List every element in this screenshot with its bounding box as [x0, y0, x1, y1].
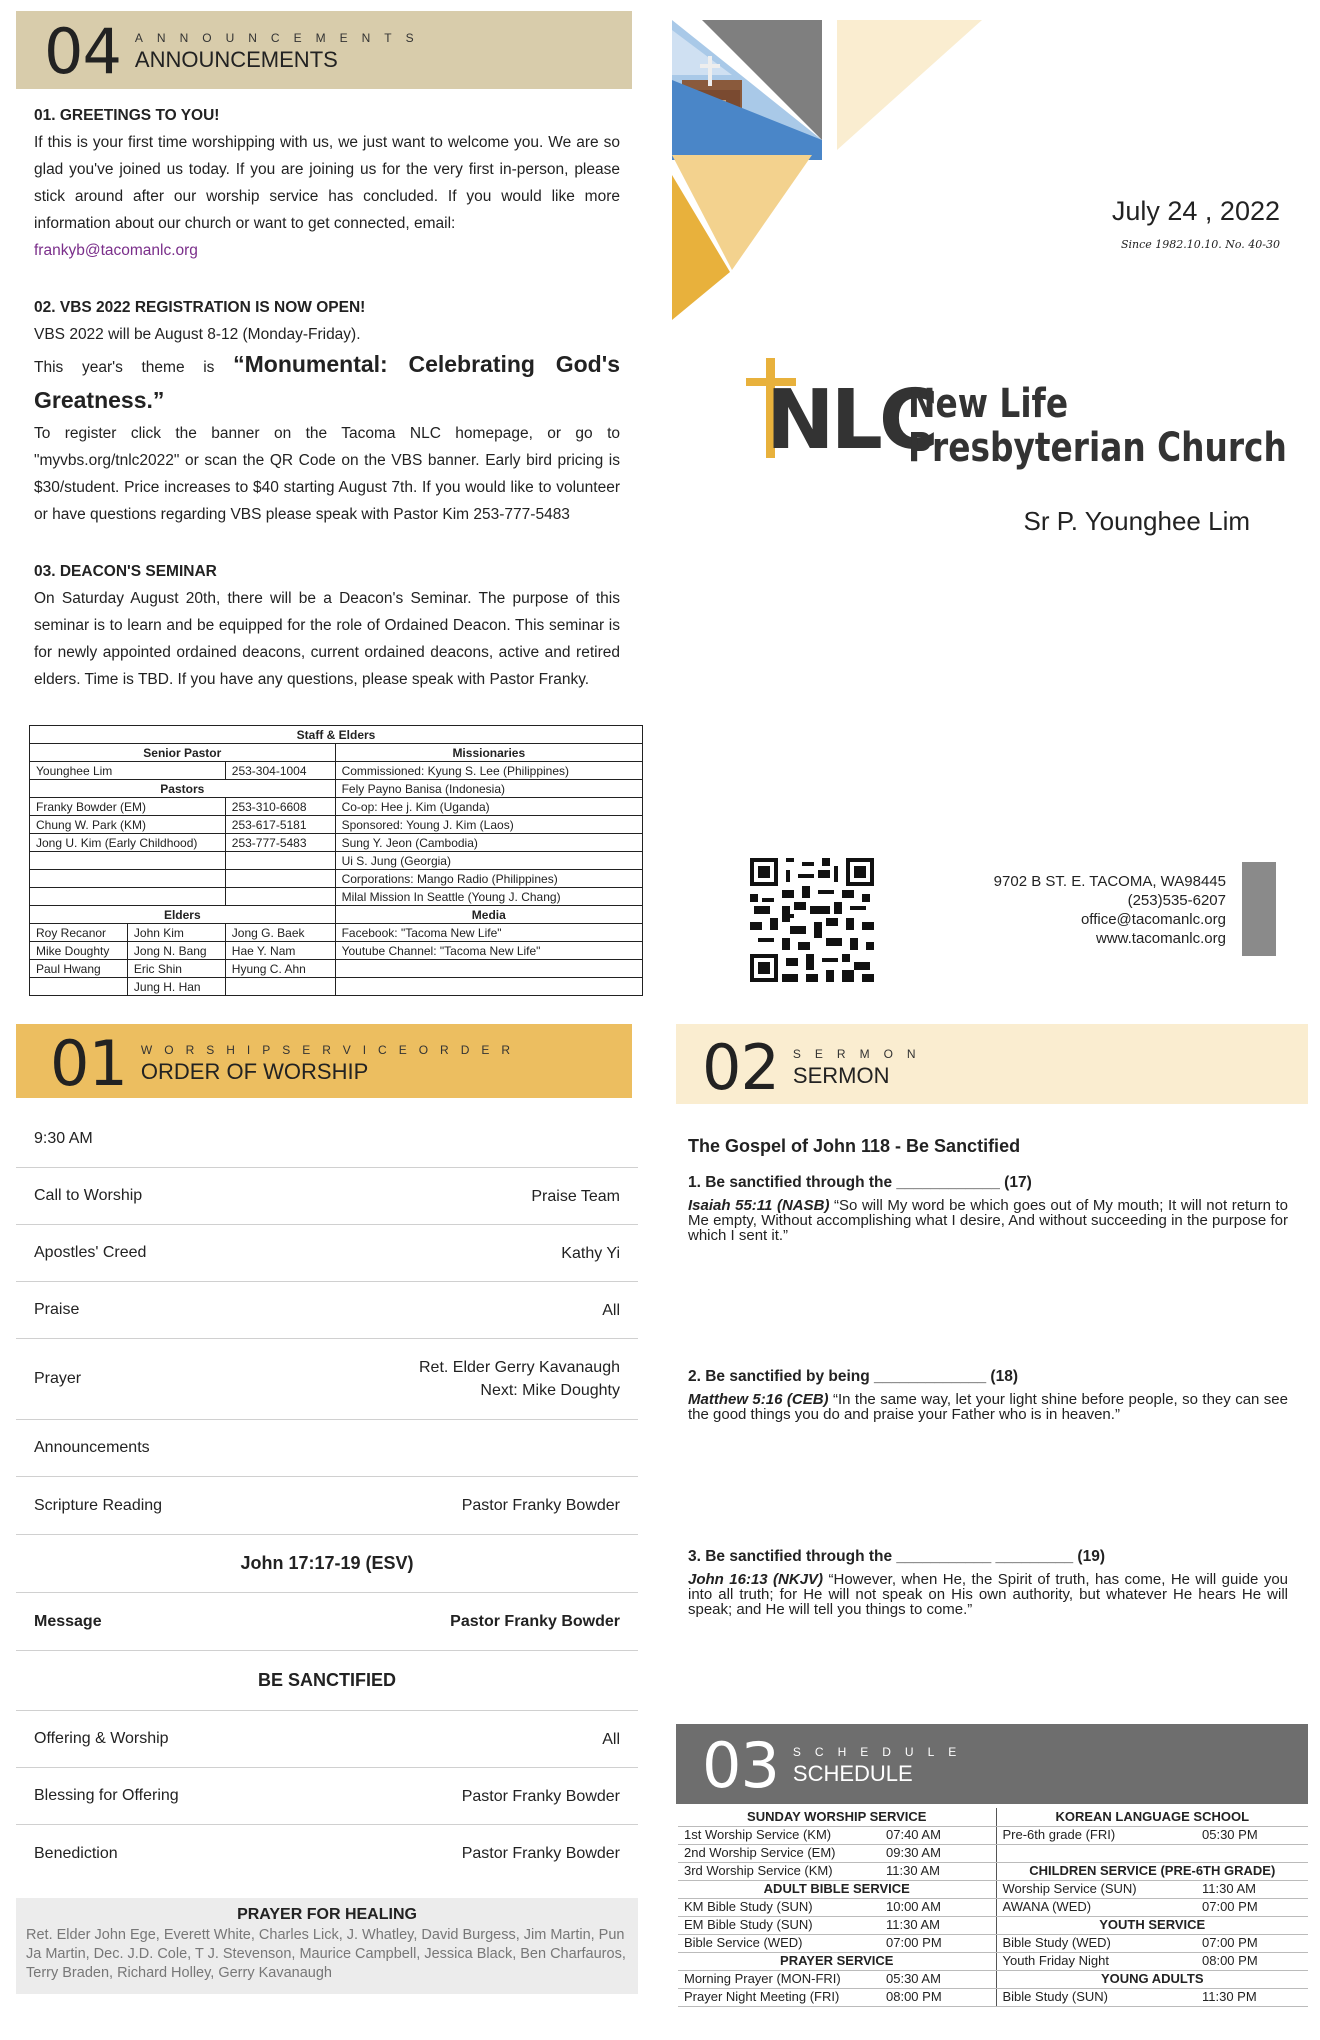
announcement-heading: 01. GREETINGS TO YOU!: [34, 107, 220, 124]
healing-names: Ret. Elder John Ege, Everett White, Charles Lick, J. Whatley, David Burgess, Jim Martin, Pun Ja Martin, Dec. J.D. Cole, T J. Stevenson, Maurice Campbell, Jessica Black, Ben Charfauros, Terry Braden, Richard Holley, Gerry Kavanaugh: [26, 1927, 626, 1981]
worship-item: Benediction Pastor Franky Bowder: [34, 1844, 620, 1862]
vbs-theme: “Monumental: Celebrating God's Greatness.”: [34, 351, 620, 413]
section-title: ORDER OF WORSHIP: [140, 1059, 369, 1084]
logo-monogram: NLC: [766, 373, 936, 468]
sermon-point: 1. Be sanctified through the ____________ (17) Isaiah 55:11 (NASB) “So will My word be which goes out of My mouth; It will not return to Me empty, Without accomplishing what I desire, And without succeeding in the purpose for which I sent it.”: [688, 1174, 1289, 1244]
staff-phone: 253-617-5181: [225, 816, 335, 834]
elder-name: Hyung C. Ahn: [225, 960, 335, 978]
schedule-name: Morning Prayer (MON-FRI): [678, 1970, 880, 1988]
missionary: Corporations: Mango Radio (Philippines): [335, 870, 642, 888]
church-website[interactable]: www.tacomanlc.org: [1095, 930, 1226, 947]
schedule-name: [996, 1844, 1196, 1862]
sermon-heading: The Gospel of John 118 - Be Sanctified: [688, 1136, 1021, 1156]
section-title: SCHEDULE: [792, 1761, 913, 1786]
section-spaced-label: WORSHIPSERVICEORDER: [140, 1043, 523, 1057]
qr-code: [750, 858, 874, 982]
schedule-time: 11:30 PM: [1196, 1988, 1308, 2006]
staff-phone: 253-310-6608: [225, 798, 335, 816]
scripture-reference: John 17:17-19 (ESV): [16, 1535, 638, 1593]
healing-title: PRAYER FOR HEALING: [237, 1906, 417, 1923]
schedule-time: 10:00 AM: [880, 1898, 996, 1916]
staff-name: Chung W. Park (KM): [30, 816, 226, 834]
staff-col-head: Elders: [30, 906, 336, 924]
announcements-body: [34, 102, 620, 693]
section-number: 03: [702, 1729, 779, 1802]
worship-item: Announcements: [16, 1420, 638, 1477]
senior-pastor-name: Sr P. Younghee Lim: [1023, 506, 1250, 536]
elder-name: Mike Doughty: [30, 942, 128, 960]
worship-item: Praise All: [16, 1282, 638, 1339]
schedule-time: 11:30 AM: [880, 1862, 996, 1880]
missionary: Milal Mission In Seattle (Young J. Chang): [335, 888, 642, 906]
schedule-time: 05:30 AM: [880, 1970, 996, 1988]
schedule-time: 07:40 AM: [880, 1826, 996, 1844]
staff-col-head: Missionaries: [335, 744, 642, 762]
announcements-header: [44, 15, 428, 88]
schedule-name: KM Bible Study (SUN): [678, 1898, 880, 1916]
staff-name: Younghee Lim: [30, 762, 226, 780]
staff-elders-table: [29, 725, 643, 996]
staff-col-head: Media: [335, 906, 642, 924]
section-title: ANNOUNCEMENTS: [134, 47, 338, 72]
missionary: Co-op: Hee j. Kim (Uganda): [335, 798, 642, 816]
contact-block: [920, 872, 1226, 948]
worship-item: Prayer Ret. Elder Gerry Kavanaugh Next: Mike Doughty: [16, 1339, 638, 1420]
schedule-group-head: PRAYER SERVICE: [678, 1952, 996, 1970]
elder-name: Eric Shin: [127, 960, 225, 978]
schedule-time: 05:30 PM: [1196, 1826, 1308, 1844]
missionary: Ui S. Jung (Georgia): [335, 852, 642, 870]
section-spaced-label: SCHEDULE: [792, 1745, 971, 1759]
missionary: Fely Payno Banisa (Indonesia): [335, 780, 642, 798]
schedule-time: [1196, 1844, 1308, 1862]
schedule-name: 2nd Worship Service (EM): [678, 1844, 880, 1862]
missionary: Sung Y. Jeon (Cambodia): [335, 834, 642, 852]
staff-phone: 253-777-5483: [225, 834, 335, 852]
cover-graphic: [672, 20, 992, 320]
staff-name: Jong U. Kim (Early Childhood): [30, 834, 226, 852]
schedule-name: Bible Study (WED): [996, 1934, 1196, 1952]
staff-col-head: Senior Pastor: [30, 744, 336, 762]
bulletin-date: July 24 , 2022: [1111, 196, 1280, 226]
schedule-header: [702, 1729, 971, 1802]
schedule-group-head: CHILDREN SERVICE (PRE-6TH GRADE): [996, 1862, 1308, 1880]
church-name-line2: Presbyterian Church: [908, 425, 1287, 471]
worship-header: [50, 1027, 523, 1100]
worship-item: Offering & Worship All: [16, 1711, 638, 1768]
schedule-group-head: SUNDAY WORSHIP SERVICE: [678, 1808, 996, 1826]
schedule-time: 07:00 PM: [880, 1934, 996, 1952]
announcement-text: If this is your first time worshipping with us, we just want to welcome you. We are so glad you've joined us today. If you are joining us for the very first in-person, please stick around after our worship service has concluded. If you would like more information about our church or want to get connected, email:: [34, 134, 620, 232]
announcement-theme-line: This year's theme is “Monumental: Celebrating God's Greatness.”: [34, 351, 620, 413]
schedule-name: Bible Study (SUN): [996, 1988, 1196, 2006]
verse-reference: John 16:13 (NKJV): [688, 1571, 824, 1588]
worship-item: Message Pastor Franky Bowder: [16, 1593, 638, 1651]
missionary: Sponsored: Young J. Kim (Laos): [335, 816, 642, 834]
sermon-point: 3. Be sanctified through the ___________ _________ (19) John 16:13 (NKJV) “However, when He, the Spirit of truth, has come, He will guide you into all truth; for He will not speak on His own authority, but whatever He hears He will speak; and He will tell you things to come.”: [688, 1548, 1289, 1618]
elder-name: Hae Y. Nam: [225, 942, 335, 960]
elder-name: Roy Recanor: [30, 924, 128, 942]
worship-time: 9:30 AM: [16, 1111, 638, 1168]
verse-reference: Matthew 5:16 (CEB): [688, 1391, 829, 1408]
schedule-name: Worship Service (SUN): [996, 1880, 1196, 1898]
schedule-name: Youth Friday Night: [996, 1952, 1196, 1970]
schedule-group-head: YOUTH SERVICE: [996, 1916, 1308, 1934]
schedule-time: 07:00 PM: [1196, 1934, 1308, 1952]
verse-text: “In the same way, let your light shine before people, so they can see the good things you do and praise your Father who is in heaven.”: [688, 1391, 1288, 1423]
announcement-text: VBS 2022 will be August 8-12 (Monday-Friday).: [34, 326, 361, 343]
elder-name: John Kim: [127, 924, 225, 942]
church-phone: (253)535-6207: [1127, 892, 1226, 909]
schedule-name: 1st Worship Service (KM): [678, 1826, 880, 1844]
announcement-heading: 02. VBS 2022 REGISTRATION IS NOW OPEN!: [34, 299, 366, 316]
verse-reference: Isaiah 55:11 (NASB): [688, 1197, 830, 1214]
elder-name: [30, 978, 128, 996]
media-item: Youtube Channel: "Tacoma New Life": [335, 942, 642, 960]
worship-item: Blessing for Offering Pastor Franky Bowder: [16, 1768, 638, 1825]
schedule-group-head: KOREAN LANGUAGE SCHOOL: [996, 1808, 1308, 1826]
gray-accent-bar: [1242, 862, 1276, 956]
schedule-time: 08:00 PM: [1196, 1952, 1308, 1970]
since-line: Since 1982.10.10. No. 40-30: [1120, 238, 1280, 251]
sermon-point: 2. Be sanctified by being _____________ (18) Matthew 5:16 (CEB) “In the same way, let your light shine before people, so they can see the good things you do and praise your Father who is in heaven.”: [688, 1368, 1288, 1423]
schedule-time: 11:30 AM: [880, 1916, 996, 1934]
elder-name: Paul Hwang: [30, 960, 128, 978]
pale-triangle: [837, 20, 982, 150]
church-address: 9702 B ST. E. TACOMA, WA98445: [993, 873, 1226, 890]
elder-name: Jong N. Bang: [127, 942, 225, 960]
elder-name: [225, 978, 335, 996]
section-number: 01: [50, 1027, 127, 1100]
worship-item: Call to Worship Praise Team: [16, 1168, 638, 1225]
schedule-name: Bible Service (WED): [678, 1934, 880, 1952]
schedule-time: 07:00 PM: [1196, 1898, 1308, 1916]
church-logo: [740, 358, 1287, 478]
schedule-name: Prayer Night Meeting (FRI): [678, 1988, 880, 2006]
elder-name: Jong G. Baek: [225, 924, 335, 942]
staff-name: Franky Bowder (EM): [30, 798, 226, 816]
schedule-name: Pre-6th grade (FRI): [996, 1826, 1196, 1844]
church-name-line1: New Life: [908, 381, 1069, 427]
schedule-name: 3rd Worship Service (KM): [678, 1862, 880, 1880]
section-spaced-label: ANNOUNCEMENTS: [134, 31, 428, 45]
church-email[interactable]: office@tacomanlc.org: [1080, 911, 1226, 928]
verse-text: “However, when He, the Spirit of truth, has come, He will guide you into all truth; for He will not speak on His own authority, but whatever He hears He will speak; and He will tell you things to come.”: [688, 1571, 1289, 1618]
email-link[interactable]: frankyb@tacomanlc.org: [34, 242, 198, 259]
section-number: 02: [702, 1031, 779, 1104]
section-title: SERMON: [792, 1063, 890, 1088]
prayer-for-healing-box: [16, 1898, 638, 1994]
staff-phone: 253-304-1004: [225, 762, 335, 780]
section-spaced-label: SERMON: [792, 1047, 930, 1061]
announcement-heading: 03. DEACON'S SEMINAR: [34, 563, 217, 580]
schedule-time: 08:00 PM: [880, 1988, 996, 2006]
section-number: 04: [44, 15, 121, 88]
schedule-time: 09:30 AM: [880, 1844, 996, 1862]
staff-col-head: Pastors: [30, 780, 336, 798]
worship-item: Scripture Reading Pastor Franky Bowder: [16, 1477, 638, 1535]
schedule-group-head: YOUNG ADULTS: [996, 1970, 1308, 1988]
verse-text: “So will My word be which goes out of My mouth; It will not return to Me empty, Without accomplishing what I desire, And without succeeding in the purpose for which I sent it.”: [688, 1197, 1289, 1244]
announcement-text: To register click the banner on the Tacoma NLC homepage, or go to "myvbs.org/tnlc2022" or scan the QR Code on the VBS banner. Early bird pricing is $30/student. Price increases to $40 starting August 7th. If you would like to volunteer or have questions regarding VBS please speak with Pastor Kim 253-777-5483: [34, 425, 620, 523]
schedule-group-head: ADULT BIBLE SERVICE: [678, 1880, 996, 1898]
schedule-table: [678, 1808, 1308, 2007]
worship-item: Apostles' Creed Kathy Yi: [16, 1225, 638, 1282]
schedule-name: EM Bible Study (SUN): [678, 1916, 880, 1934]
staff-table-title: Staff & Elders: [30, 726, 643, 744]
missionary: Commissioned: Kyung S. Lee (Philippines): [335, 762, 642, 780]
elder-name: Jung H. Han: [127, 978, 225, 996]
schedule-time: 11:30 AM: [1196, 1880, 1308, 1898]
announcement-text: On Saturday August 20th, there will be a Deacon's Seminar. The purpose of this seminar is to learn and be equipped for the role of Ordained Deacon. This seminar is for newly appointed ordained deacons, current ordained deacons, active and retired elders. Time is TBD. If you have any questions, please speak with Pastor Franky.: [34, 590, 620, 688]
message-title: BE SANCTIFIED: [16, 1651, 638, 1711]
sermon-header: [702, 1031, 930, 1104]
media-item: Facebook: "Tacoma New Life": [335, 924, 642, 942]
schedule-name: AWANA (WED): [996, 1898, 1196, 1916]
